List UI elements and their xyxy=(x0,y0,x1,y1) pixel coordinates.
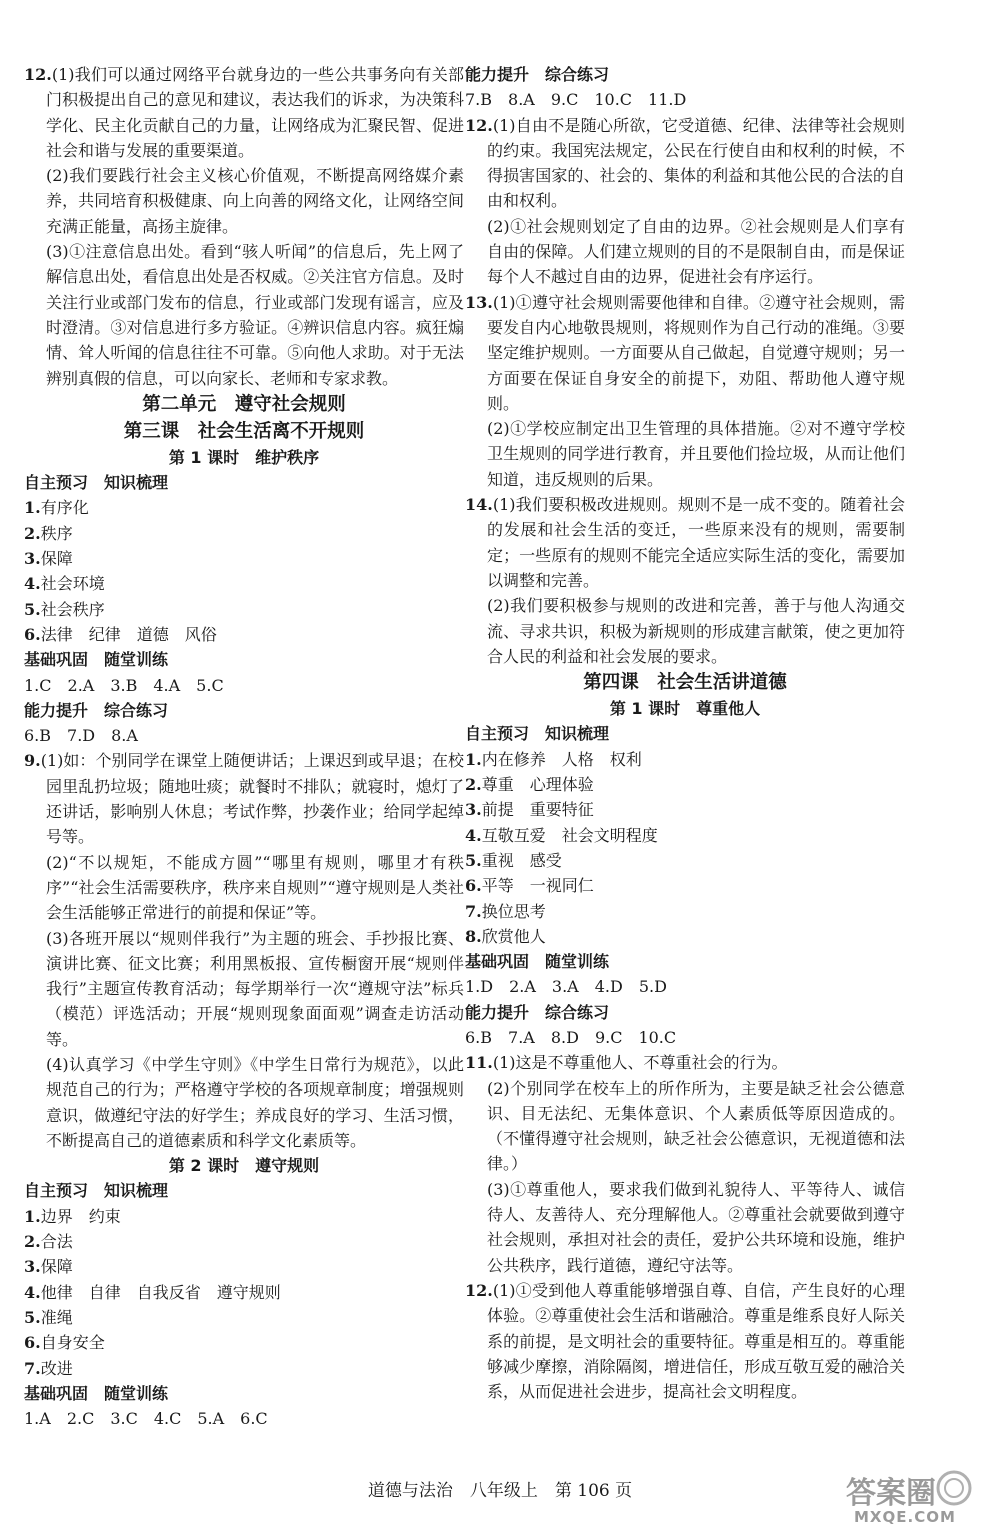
item-number: 3. xyxy=(24,549,41,569)
item-text: (2)①学校应制定出卫生管理的具体措施。②对不遵守学校卫生规则的同学进行教育，并且要他们捡垃圾，从而让他们知道，违反规则的后果。 xyxy=(487,419,905,489)
answer-line xyxy=(24,723,464,748)
right-column xyxy=(465,62,905,1404)
item-text: 保障 xyxy=(40,549,73,569)
lesson-title xyxy=(465,696,905,721)
item-text: (1)①受到他人尊重能够增强自尊、自信，产生良好的心理体验。②尊重使社会生活和谐融洽。尊重是维系良好人际关系的前提，是文明社会的重要特征。尊重是相互的。尊重能够减少摩擦，消除隔阂，增进信任，形成互敬互爱的融洽关系，从而促进社会进步，提高社会文明程度。 xyxy=(487,1280,905,1402)
answer-line xyxy=(24,1356,464,1381)
answer-line xyxy=(24,571,464,596)
item-text: (2)①社会规则划定了自由的边界。②社会规则是人们享有自由的保障。人们建立规则的目的不是限制自由，而是保证每个人不越过自由的边界，促进社会有序运行。 xyxy=(487,216,905,287)
answer-line xyxy=(24,673,464,698)
item-text: 自身安全 xyxy=(40,1333,105,1353)
answer-item xyxy=(24,748,464,849)
answer-subitem xyxy=(465,1076,905,1177)
item-number: 3. xyxy=(24,1257,41,1277)
answer-item xyxy=(465,113,905,214)
section-heading xyxy=(24,1178,464,1203)
answer-subitem xyxy=(465,416,905,492)
item-text: 自主预习 知识梳理 xyxy=(465,724,610,744)
answer-subitem xyxy=(24,163,464,239)
item-number: 4. xyxy=(24,574,41,594)
section-heading xyxy=(24,470,464,495)
section-heading xyxy=(24,647,464,672)
item-text: 自主预习 知识梳理 xyxy=(24,473,169,493)
answer-line xyxy=(24,622,464,647)
item-text: 1.A 2.C 3.C 4.C 5.A 6.C xyxy=(24,1409,268,1429)
item-number: 1. xyxy=(24,1206,41,1226)
item-number: 7. xyxy=(24,1358,41,1378)
item-text: 准绳 xyxy=(40,1307,73,1327)
watermark-logo xyxy=(842,1462,982,1532)
answer-line xyxy=(465,899,905,924)
item-text: 能力提升 综合练习 xyxy=(465,1002,610,1022)
item-text: (1)如：个别同学在课堂上随便讲话；上课迟到或早退；在校园里乱扔垃圾；随地吐痰；就餐时不排队；就寝时，熄灯了还讲话，影响别人休息；考试作弊，抄袭作业；给同学起绰号等。 xyxy=(40,751,464,847)
item-number: 5. xyxy=(24,1307,41,1327)
section-heading xyxy=(24,698,464,723)
item-text: 平等 一视同仁 xyxy=(481,876,594,896)
item-text: (1)我们可以通过网络平台就身边的一些公共事务向有关部门积极提出自己的意见和建议，表达我们的诉求，为决策科学化、民主化贡献自己的力量，让网络成为汇聚民智、促进社会和谐与发展的重要渠道。 xyxy=(46,65,464,160)
item-text: 合法 xyxy=(40,1232,73,1252)
unit-title xyxy=(24,391,464,418)
item-number: 3. xyxy=(465,800,482,820)
item-text: 第三课 社会生活离不开规则 xyxy=(123,420,365,442)
item-text: 6.B 7.D 8.A xyxy=(24,726,138,746)
unit-title xyxy=(24,418,464,445)
item-text: 他律 自律 自我反省 遵守规则 xyxy=(40,1282,281,1302)
answer-line xyxy=(24,1229,464,1254)
item-number: 2. xyxy=(24,523,41,543)
item-number: 9. xyxy=(24,751,41,771)
item-text: 第 1 课时 尊重他人 xyxy=(609,699,761,719)
item-number: 14. xyxy=(465,495,493,515)
item-number: 11. xyxy=(465,1053,493,1073)
item-number: 6. xyxy=(24,624,41,644)
item-text: (2)“不以规矩，不能成方圆”“哪里有规则，哪里才有秩序”“社会生活需要秩序，秩序来自规则”“遵守规则是人类社会生活能够正常进行的前提和保证”等。 xyxy=(46,852,464,923)
item-text: (3)①注意信息出处。看到“骇人听闻”的信息后，先上网了解信息出处，看信息出处是否权威。②关注官方信息。及时关注行业或部门发布的信息，行业或部门发现有谣言，应及时澄清。③对信息进行多方验证。④辨识信息内容。疯狂煽情、耸人听闻的信息往往不可靠。⑤向他人求助。对于无法辨别真假的信息，可以向家长、老师和专家求教。 xyxy=(46,242,464,388)
answer-subitem xyxy=(24,850,464,926)
item-text: 1.D 2.A 3.A 4.D 5.D xyxy=(465,977,667,997)
answer-line xyxy=(465,747,905,772)
item-number: 4. xyxy=(465,825,482,845)
item-text: 第二单元 遵守社会规则 xyxy=(142,393,346,415)
item-text: 社会秩序 xyxy=(40,599,105,619)
answer-subitem xyxy=(24,1052,464,1153)
item-number: 2. xyxy=(24,1232,41,1252)
item-number: 5. xyxy=(465,850,482,870)
section-heading xyxy=(24,1381,464,1406)
item-text: 第 2 课时 遵守规则 xyxy=(168,1156,320,1176)
item-text: (2)个别同学在校车上的所作所为，主要是缺乏社会公德意识、目无法纪、无集体意识、个人素质低等原因造成的。（不懂得遵守社会规则，缺乏社会公德意识，无视道德和法律。） xyxy=(487,1078,905,1174)
item-text: (1)这是不尊重他人、不尊重社会的行为。 xyxy=(492,1053,788,1073)
item-text: 能力提升 综合练习 xyxy=(24,700,169,720)
item-text: 第 1 课时 维护秩序 xyxy=(168,447,320,467)
item-text: (3)①尊重他人，要求我们做到礼貌待人、平等待人、诚信待人、友善待人、充分理解他人。②尊重社会就要做到遵守社会规则，承担对社会的责任，爱护公共环境和设施，维护公共秩序，践行道德，遵纪守法等。 xyxy=(487,1179,905,1275)
watermark-text: 答案圈 xyxy=(846,1476,936,1511)
item-text: 尊重 心理体验 xyxy=(481,775,594,795)
unit-title xyxy=(465,669,905,696)
item-text: (2)我们要积极参与规则的改进和完善，善于与他人沟通交流、寻求共识，积极为新规则的形成建言献策，使之更加符合人民的利益和社会发展的要求。 xyxy=(487,596,905,666)
answer-line xyxy=(24,546,464,571)
item-text: 1.C 2.A 3.B 4.A 5.C xyxy=(24,675,224,695)
item-text: 自主预习 知识梳理 xyxy=(24,1181,169,1201)
item-number: 4. xyxy=(24,1282,41,1302)
item-text: 内在修养 人格 权利 xyxy=(481,749,642,769)
item-text: 基础巩固 随堂训练 xyxy=(24,650,169,670)
item-text: 基础巩固 随堂训练 xyxy=(24,1383,169,1403)
item-number: 12. xyxy=(465,1280,493,1300)
answer-subitem xyxy=(465,1177,905,1278)
answer-line xyxy=(24,495,464,520)
item-text: 边界 约束 xyxy=(40,1206,121,1226)
item-text: (3)各班开展以“规则伴我行”为主题的班会、手抄报比赛、演讲比赛、征文比赛；利用黑板报、宣传橱窗开展“规则伴我行”主题宣传教育活动；每学期举行一次“遵规守法”标兵（模范）评选活动；开展“规则现象面面观”调查走访活动等。 xyxy=(46,928,464,1049)
section-heading xyxy=(465,62,905,87)
section-heading xyxy=(465,949,905,974)
item-number: 12. xyxy=(24,65,52,84)
item-number: 7. xyxy=(465,901,482,921)
item-text: 保障 xyxy=(40,1257,73,1277)
answer-line xyxy=(465,823,905,848)
item-text: 法律 纪律 道德 风俗 xyxy=(40,624,217,644)
answer-line xyxy=(24,1305,464,1330)
item-number: 5. xyxy=(24,599,41,619)
item-text: 互敬互爱 社会文明程度 xyxy=(481,825,658,845)
item-text: (1)自由不是随心所欲，它受道德、纪律、法律等社会规则的约束。我国宪法规定，公民在行使自由和权利的时候，不得损害国家的、社会的、集体的利益和其他公民的合法的自由和权利。 xyxy=(487,115,905,211)
item-text: (1)我们要积极改进规则。规则不是一成不变的。随着社会的发展和社会生活的变迁，一些原来没有的规则，需要制定；一些原有的规则不能完全适应实际生活的变化，需要加以调整和完善。 xyxy=(487,495,905,590)
lesson-title xyxy=(24,1153,464,1178)
section-heading xyxy=(465,1000,905,1025)
answer-item xyxy=(465,290,905,416)
answer-subitem xyxy=(24,239,464,391)
answer-subitem xyxy=(465,214,905,290)
answer-line xyxy=(465,797,905,822)
item-number: 6. xyxy=(24,1333,41,1353)
answer-item xyxy=(465,1278,905,1404)
answer-line xyxy=(24,521,464,546)
item-text: 能力提升 综合练习 xyxy=(465,65,610,84)
item-number: 6. xyxy=(465,876,482,896)
item-number: 8. xyxy=(465,926,482,946)
lesson-title xyxy=(24,445,464,470)
answer-line xyxy=(465,87,905,112)
left-column xyxy=(24,62,464,1431)
item-number: 13. xyxy=(465,292,493,312)
item-number: 1. xyxy=(465,749,482,769)
item-text: (4)认真学习《中学生守则》《中学生日常行为规范》，以此规范自己的行为；严格遵守学校的各项规章制度；增强规则意识，做遵纪守法的好学生；养成良好的学习、生活习惯，不断提高自己的道德素质和科学文化素质等。 xyxy=(46,1054,464,1150)
answer-line xyxy=(465,924,905,949)
watermark-url: MXQE.COM xyxy=(854,1508,956,1526)
answer-line xyxy=(465,1025,905,1050)
answer-line xyxy=(24,1406,464,1431)
item-text: 前提 重要特征 xyxy=(481,800,594,820)
item-text: 有序化 xyxy=(40,498,89,518)
item-number: 12. xyxy=(465,115,493,135)
item-text: 第四课 社会生活讲道德 xyxy=(583,672,787,694)
item-text: (2)我们要践行社会主义核心价值观，不断提高网络媒介素养，共同培育积极健康、向上向善的网络文化，让网络空间充满正能量，高扬主旋律。 xyxy=(46,166,464,236)
answer-line xyxy=(24,1280,464,1305)
answer-line xyxy=(465,772,905,797)
item-text: 改进 xyxy=(40,1358,73,1378)
answer-line xyxy=(465,848,905,873)
answer-line xyxy=(24,1204,464,1229)
item-text: (1)①遵守社会规则需要他律和自律。②遵守社会规则，需要发自内心地敬畏规则，将规则作为自己行动的准绳。③要坚定维护规则。一方面要从自己做起，自觉遵守规则；另一方面要在保证自身安全的前提下，劝阻、帮助他人遵守规则。 xyxy=(487,292,905,413)
answer-item xyxy=(465,1050,905,1075)
item-number: 1. xyxy=(24,498,41,518)
answer-subitem xyxy=(465,593,905,669)
item-text: 基础巩固 随堂训练 xyxy=(465,952,610,972)
answer-line xyxy=(24,597,464,622)
answer-item xyxy=(24,62,464,163)
item-text: 重视 感受 xyxy=(481,850,562,870)
item-text: 换位思考 xyxy=(481,901,546,921)
answer-line xyxy=(465,974,905,999)
item-text: 社会环境 xyxy=(40,574,105,594)
answer-line xyxy=(465,873,905,898)
item-text: 欣赏他人 xyxy=(481,926,546,946)
answer-line xyxy=(24,1330,464,1355)
item-text: 7.B 8.A 9.C 10.C 11.D xyxy=(465,90,687,110)
item-text: 6.B 7.A 8.D 9.C 10.C xyxy=(465,1027,677,1047)
answer-subitem xyxy=(24,926,464,1052)
answer-item xyxy=(465,492,905,593)
page-footer: 道德与法治 八年级上 第 106 页 xyxy=(367,1481,633,1501)
answer-line xyxy=(24,1254,464,1279)
section-heading xyxy=(465,721,905,746)
item-number: 2. xyxy=(465,775,482,795)
item-text: 秩序 xyxy=(40,523,73,543)
